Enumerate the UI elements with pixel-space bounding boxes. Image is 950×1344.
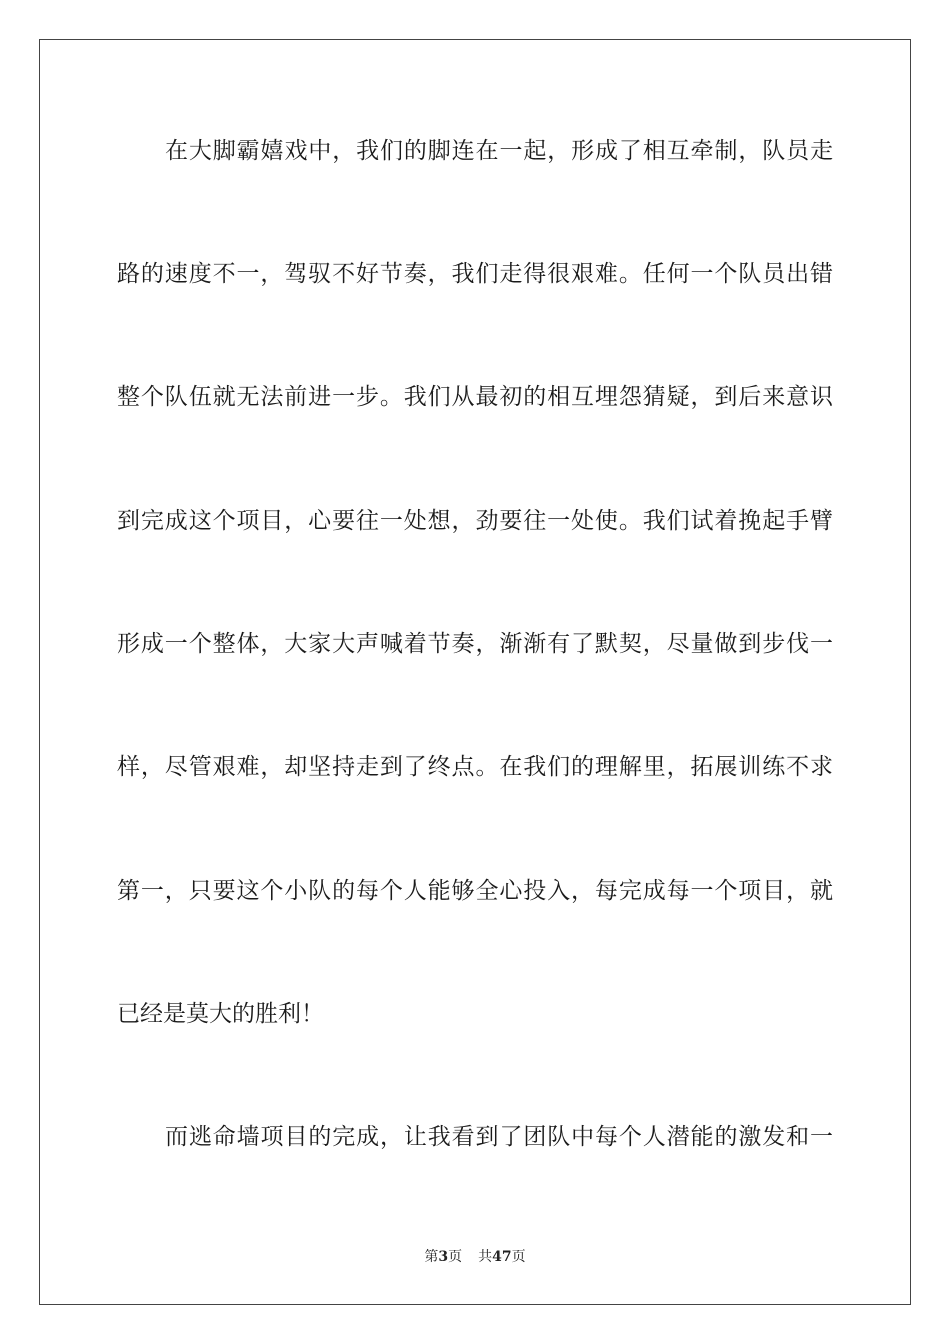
paragraph-line-7: 第一，只要这个小队的每个人能够全心投入，每完成每一个项目，就 (117, 878, 833, 904)
paragraph-line-5: 形成一个整体，大家大声喊着节奏，渐渐有了默契，尽量做到步伐一 (117, 631, 833, 657)
page-footer (0, 1248, 950, 1266)
total-prefix: 共 (478, 1249, 493, 1265)
page-suffix: 页 (448, 1249, 463, 1265)
paragraph-line-9: 而逃命墙项目的完成，让我看到了团队中每个人潜能的激发和一 (165, 1124, 833, 1150)
paragraph-line-2: 路的速度不一，驾驭不好节奏，我们走得很艰难。任何一个队员出错 (117, 261, 833, 287)
paragraph-line-3: 整个队伍就无法前进一步。我们从最初的相互埋怨猜疑，到后来意识 (117, 384, 833, 410)
paragraph-line-1: 在大脚霸嬉戏中，我们的脚连在一起，形成了相互牵制，队员走 (165, 138, 833, 164)
total-pages: 47 (492, 1249, 512, 1265)
page-number: 3 (438, 1249, 449, 1265)
page-border (39, 39, 911, 1305)
paragraph-line-8: 已经是莫大的胜利！ (117, 1001, 324, 1027)
paragraph-line-6: 样，尽管艰难，却坚持走到了终点。在我们的理解里，拓展训练不求 (117, 754, 833, 780)
total-suffix: 页 (511, 1249, 526, 1265)
paragraph-line-4: 到完成这个项目，心要往一处想，劲要往一处使。我们试着挽起手臂 (117, 508, 833, 534)
page-prefix: 第 (424, 1249, 439, 1265)
